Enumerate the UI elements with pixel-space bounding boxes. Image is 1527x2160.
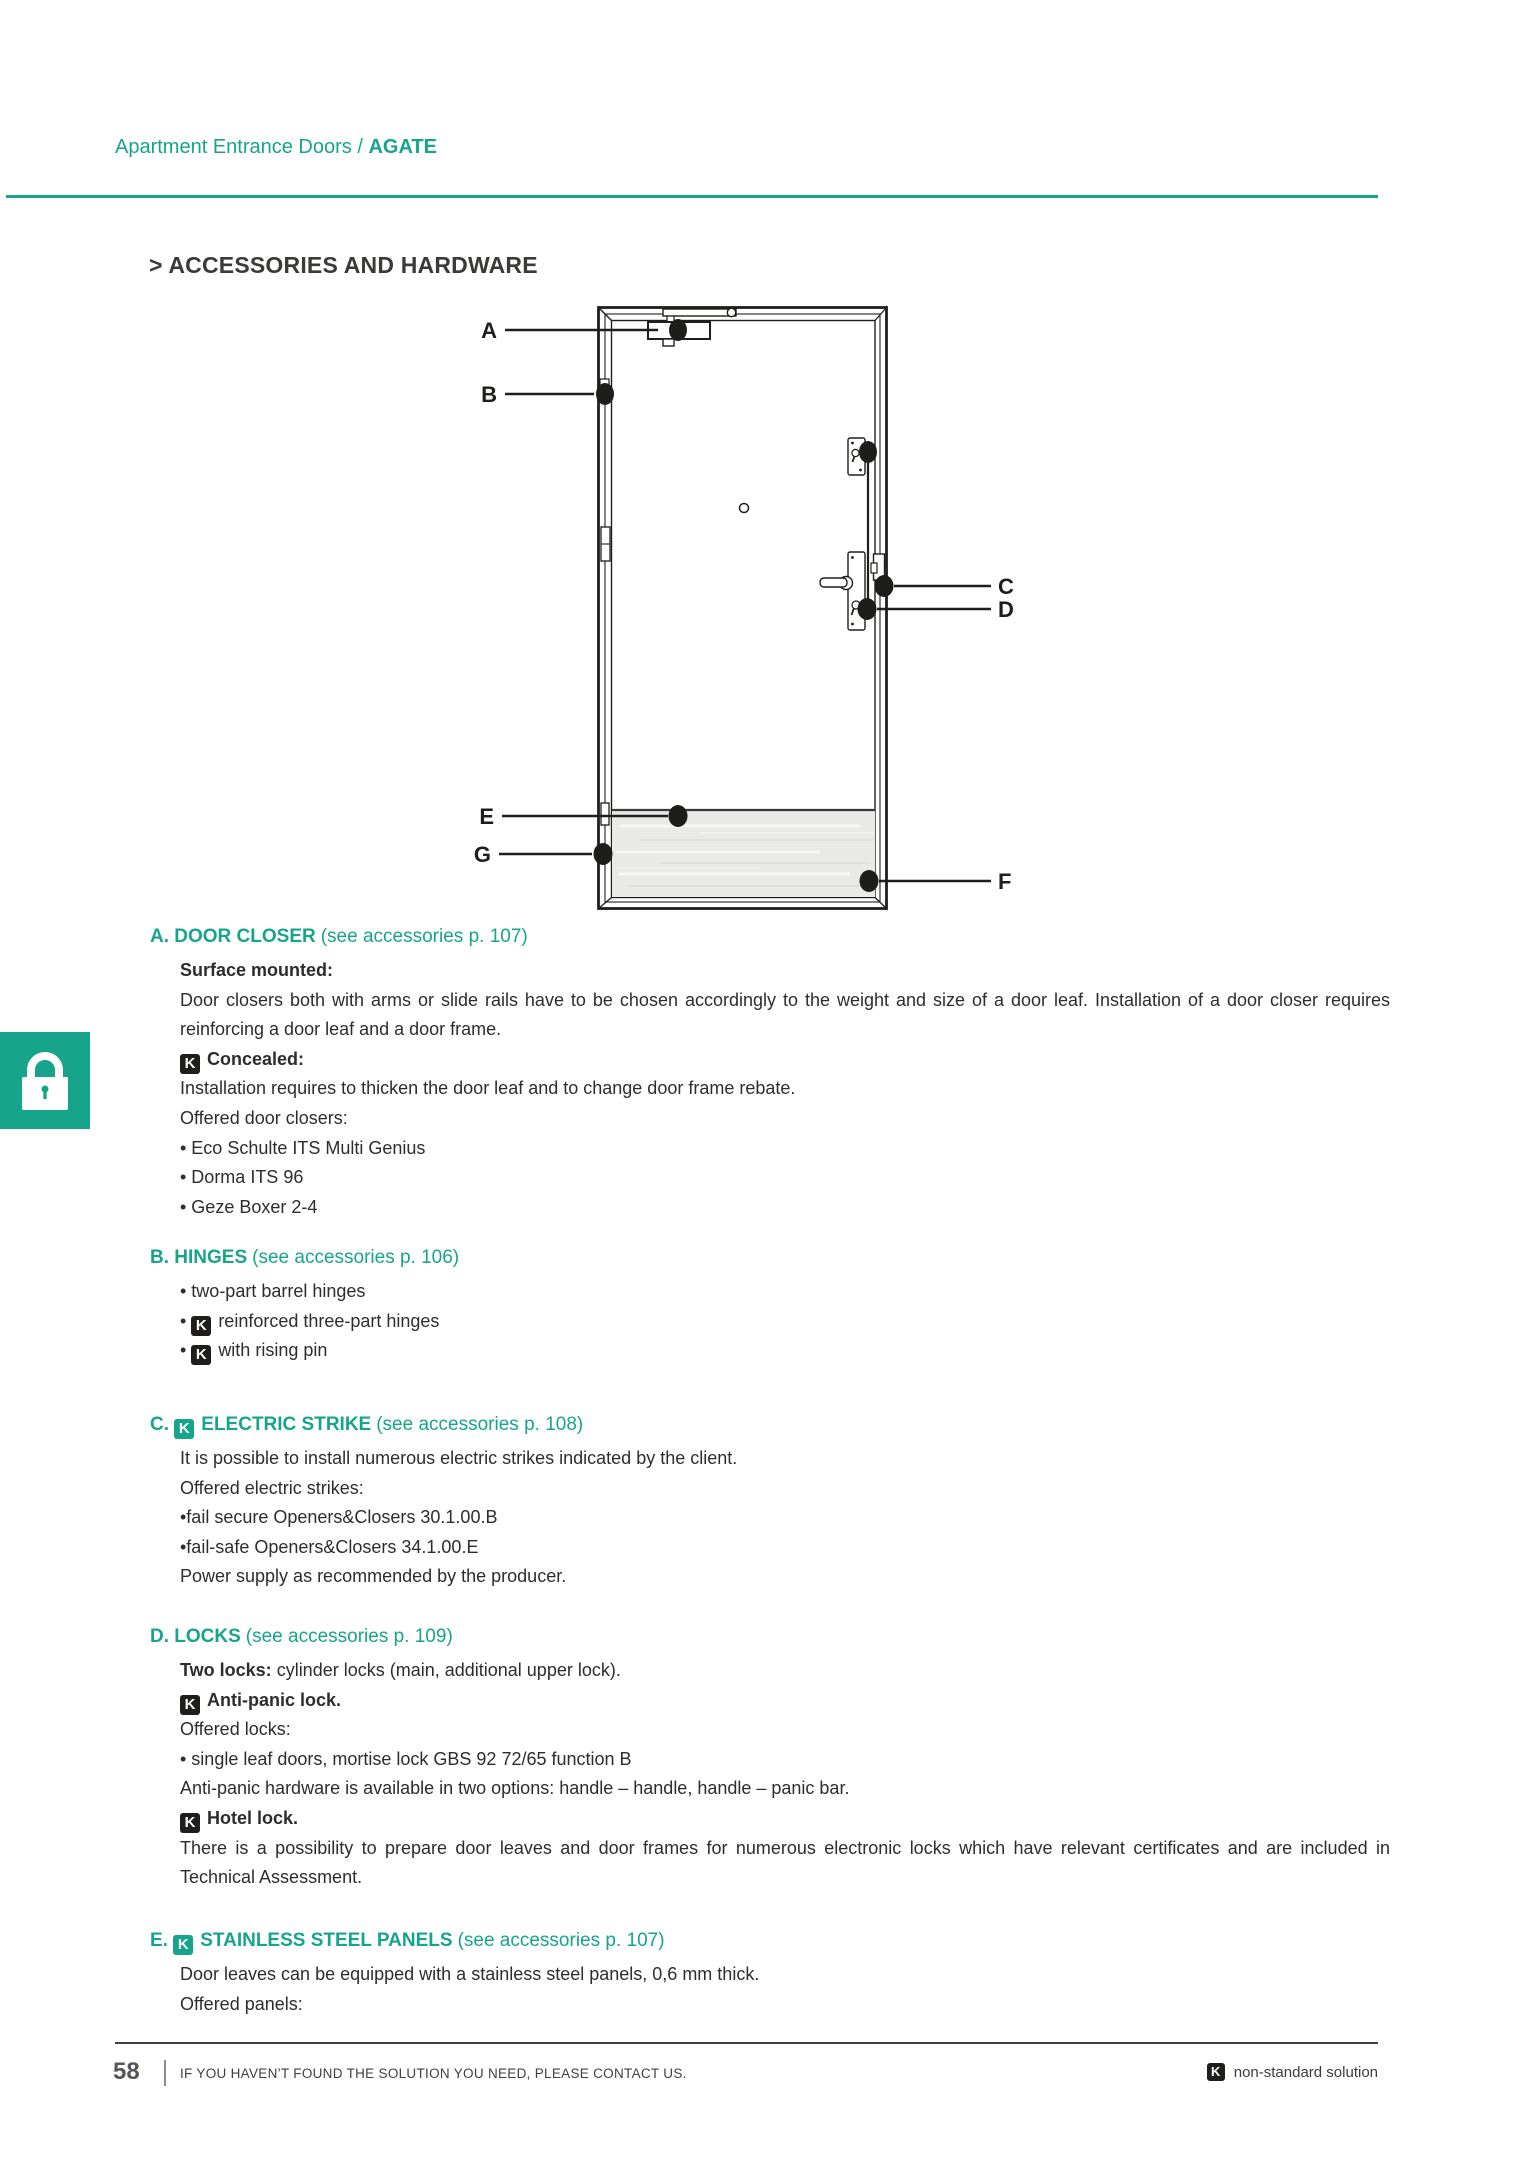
section-C-line: Power supply as recommended by the producer. <box>180 1566 567 1587</box>
content-section <box>150 1622 1390 1893</box>
section-body <box>150 1277 1390 1366</box>
breadcrumb <box>115 136 437 159</box>
section-body <box>150 956 1390 1222</box>
door-diagram <box>470 296 1045 921</box>
diagram-label-e: E <box>479 804 494 829</box>
footer-note: IF YOU HAVEN’T FOUND THE SOLUTION YOU NEED, PLEASE CONTACT US. <box>180 2066 687 2081</box>
peephole <box>740 504 749 513</box>
section-body <box>150 1444 1390 1592</box>
section-letter: C. <box>150 1414 175 1435</box>
section-letter: B. <box>150 1247 175 1268</box>
section-D-line: There is a possibility to prepare door leaves and door frames for numerous electronic locks which have relevant certificates and are included in Technical Assessment. <box>180 1837 1390 1888</box>
section-C-line: •fail-safe Openers&Closers 34.1.00.E <box>180 1536 479 1557</box>
k-icon: K <box>180 1695 200 1715</box>
section-A-line: • Geze Boxer 2-4 <box>180 1196 318 1217</box>
section-ref: (see accessories p. 107) <box>457 1930 665 1951</box>
section-ref: (see accessories p. 107) <box>320 926 528 947</box>
content-section <box>150 1926 1390 2019</box>
breadcrumb-category: Apartment Entrance Doors / <box>115 136 369 158</box>
section-A-line: • Dorma ITS 96 <box>180 1167 304 1188</box>
header-rule <box>6 195 1378 198</box>
k-icon: K <box>191 1345 211 1365</box>
section-heading <box>150 922 1390 952</box>
section-D-line: K Hotel lock. <box>150 1804 1390 1834</box>
section-A-line: Door closers both with arms or slide rails have to be chosen accordingly to the weight and size of a door leaf. Installation of a door closer requires reinforcing a door leaf and a door frame. <box>180 989 1390 1040</box>
section-D-line: Anti-panic hardware is available in two options: handle – handle, handle – panic bar. <box>180 1778 850 1799</box>
page-number: 58 <box>113 2058 140 2085</box>
k-icon: K <box>191 1316 211 1336</box>
section-C-line: It is possible to install numerous electric strikes indicated by the client. <box>180 1448 738 1468</box>
footer-divider <box>164 2060 166 2086</box>
section-C-line: Offered electric strikes: <box>180 1477 364 1498</box>
section-C-line: •fail secure Openers&Closers 30.1.00.B <box>180 1507 498 1528</box>
callout-lines <box>499 330 991 881</box>
section-ref: (see accessories p. 109) <box>245 1626 453 1647</box>
section-D-line: K Anti-panic lock. <box>150 1686 1390 1716</box>
section-title: DOOR CLOSER <box>174 926 316 947</box>
section-letter: D. <box>150 1626 175 1647</box>
section-D-line: • single leaf doors, mortise lock GBS 92 72/65 function B <box>180 1748 632 1769</box>
section-A-line: Installation requires to thicken the door leaf and to change door frame rebate. <box>180 1078 796 1099</box>
content-section <box>150 1410 1390 1592</box>
section-E-line: Door leaves can be equipped with a stainless steel panels, 0,6 mm thick. <box>180 1964 760 1984</box>
footer-badge-label: non-standard solution <box>1233 2063 1378 2081</box>
section-ref: (see accessories p. 108) <box>376 1414 584 1435</box>
k-icon: K <box>180 1813 200 1833</box>
diagram-label-d: D <box>998 597 1014 622</box>
section-heading <box>150 1410 1390 1440</box>
padlock-icon <box>0 1032 90 1129</box>
section-body <box>150 1656 1390 1893</box>
diagram-label-g: G <box>473 842 491 867</box>
section-A-line: • Eco Schulte ITS Multi Genius <box>180 1137 426 1158</box>
section-B-line: • K with rising pin <box>180 1340 328 1364</box>
section-body <box>150 1960 1390 2019</box>
k-icon: K <box>180 1054 200 1074</box>
footer-rule <box>115 2042 1378 2044</box>
k-icon: K <box>173 1935 193 1955</box>
section-A-line: K Concealed: <box>150 1045 1390 1075</box>
main-lock <box>820 552 865 630</box>
footer-badge <box>1207 2063 1378 2081</box>
section-letter: E. <box>150 1930 174 1951</box>
section-A-line: Surface mounted: <box>180 960 334 980</box>
section-letter: A. <box>150 926 175 947</box>
k-icon: K <box>174 1419 194 1439</box>
k-icon: K <box>1207 2063 1225 2081</box>
stainless-panel <box>612 810 875 897</box>
section-title: STAINLESS STEEL PANELS <box>200 1930 453 1951</box>
diagram-label-c: C <box>998 574 1014 599</box>
section-ref: (see accessories p. 106) <box>252 1247 460 1268</box>
section-B-line: • K reinforced three-part hinges <box>180 1310 440 1334</box>
content-section <box>150 1243 1390 1366</box>
section-E-line: Offered panels: <box>180 1993 303 2014</box>
hinge-bottom-plate <box>601 803 609 825</box>
diagram-label-a: A <box>481 318 497 343</box>
section-title: ELECTRIC STRIKE <box>201 1414 372 1435</box>
section-D-line: Offered locks: <box>180 1719 291 1740</box>
chapter-tab <box>0 1032 90 1129</box>
diagram-label-b: B <box>481 382 497 407</box>
diagram-label-f: F <box>998 869 1012 894</box>
section-heading <box>150 1622 1390 1652</box>
section-heading <box>150 1243 1390 1273</box>
section-title: LOCKS <box>174 1626 241 1647</box>
section-title: HINGES <box>174 1247 248 1268</box>
section-D-line: Two locks: cylinder locks (main, additional upper lock). <box>180 1660 621 1680</box>
content-section <box>150 922 1390 1222</box>
page-title: > ACCESSORIES AND HARDWARE <box>149 252 538 278</box>
section-heading <box>150 1926 1390 1956</box>
breadcrumb-product: AGATE <box>368 136 437 158</box>
hinge-middle <box>601 527 610 561</box>
section-A-line: Offered door closers: <box>180 1107 348 1128</box>
section-B-line: • two-part barrel hinges <box>180 1281 366 1301</box>
